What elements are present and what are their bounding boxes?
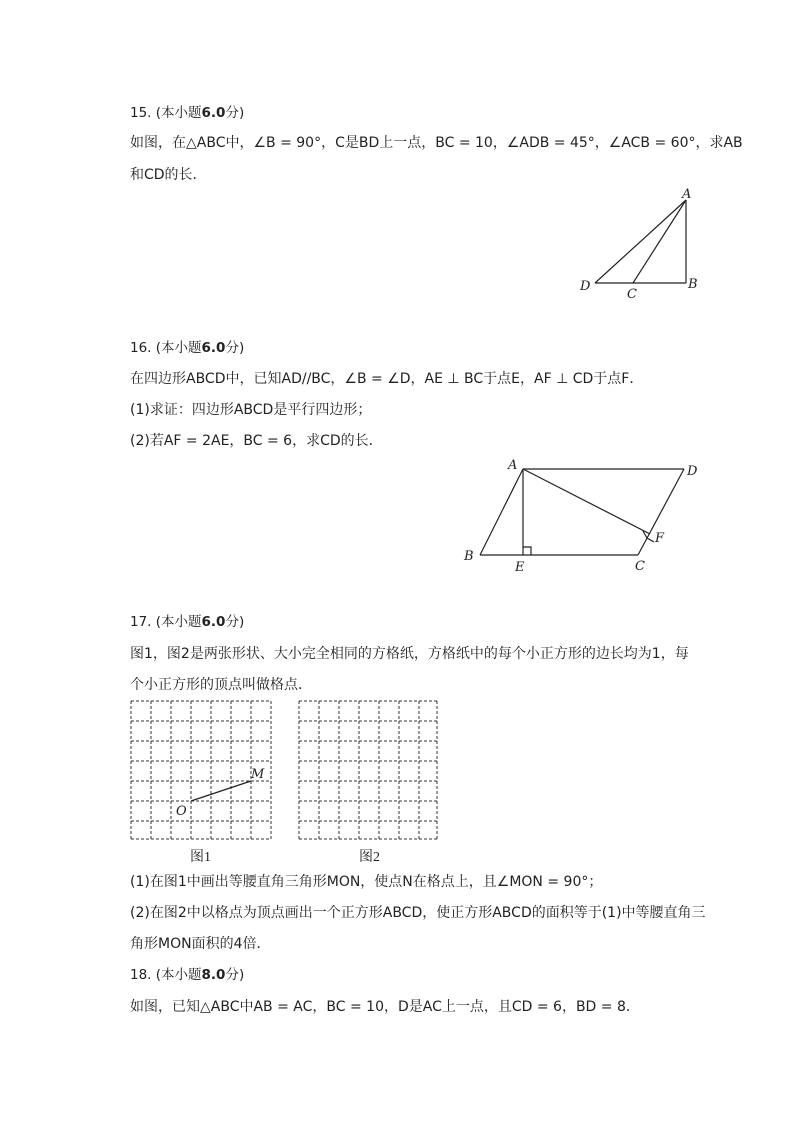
q17-head-end: 分) (225, 614, 245, 630)
q16-header (130, 338, 244, 358)
q17-header (130, 612, 244, 632)
label-d: D (687, 464, 698, 479)
label-a: A (682, 187, 692, 202)
grid-1-caption: 图1 (190, 850, 211, 865)
q16-head-end: 分) (225, 340, 245, 356)
grid-2-caption: 图2 (359, 850, 380, 865)
label-a: A (508, 458, 518, 473)
label-d: D (580, 279, 591, 294)
q17-task-2: (2)在图2中以格点为顶点画出一个正方形ABCD，使正方形ABCD的面积等于(1)中等腰直角三 (130, 905, 706, 921)
q16-text-line-1: 在四边形ABCD中，已知AD//BC，∠B = ∠D，AE ⊥ BC于点E，AF ⊥ CD于点F． (130, 371, 644, 387)
q17-text-line-2: 个小正方形的顶点叫做格点． (130, 677, 312, 693)
q17-task-1: (1)在图1中画出等腰直角三角形MON，使点N在格点上，且∠MON = 90°； (130, 874, 603, 890)
label-c: C (635, 559, 645, 574)
q16-number: 16. (本小题 (130, 340, 202, 356)
q15-head-end: 分) (225, 105, 245, 121)
label-b: B (688, 277, 698, 292)
q18-points: 8.0 (201, 967, 226, 983)
q18-text-line-1: 如图，已知△ABC中AB = AC，BC = 10，D是AC上一点，且CD = 6，BD = 8． (130, 999, 640, 1015)
q17-grid-2 (296, 698, 442, 843)
q18-number: 18. (本小题 (130, 967, 202, 983)
q17-points: 6.0 (201, 614, 226, 630)
q16-points: 6.0 (201, 340, 226, 356)
label-m: M (251, 767, 265, 782)
label-e: E (515, 560, 525, 575)
segment-om (191, 781, 251, 801)
q16-text-line-2: (1)求证：四边形ABCD是平行四边形； (130, 402, 372, 418)
label-c: C (627, 287, 637, 302)
q17-grid-1 (128, 698, 274, 843)
right-angle-e (523, 547, 531, 555)
q15-text-line-2: 和CD的长． (130, 167, 207, 183)
q15-triangle-figure (570, 185, 710, 305)
segment-ab (480, 469, 523, 555)
q15-header (130, 103, 244, 123)
label-b: B (464, 549, 474, 564)
label-f: F (655, 531, 665, 546)
q18-header (130, 965, 244, 985)
q15-text-line-1: 如图，在△ABC中，∠B = 90°，C是BD上一点，BC = 10，∠ADB = 45°，∠ACB = 60°，求AB (130, 135, 743, 151)
q15-number: 15. (本小题 (130, 105, 202, 121)
q17-text-line-1: 图1，图2是两张形状、大小完全相同的方格纸，方格纸中的每个小正方形的边长均为1，每 (130, 646, 689, 662)
q16-text-line-3: (2)若AF = 2AE，BC = 6，求CD的长． (130, 433, 383, 449)
q17-task-2-cont: 角形MON面积的4倍． (130, 936, 271, 952)
q15-points: 6.0 (201, 105, 226, 121)
segment-af (523, 469, 650, 534)
q17-number: 17. (本小题 (130, 614, 202, 630)
q18-head-end: 分) (225, 967, 245, 983)
label-o: O (176, 804, 187, 819)
q16-parallelogram-figure (455, 455, 705, 580)
